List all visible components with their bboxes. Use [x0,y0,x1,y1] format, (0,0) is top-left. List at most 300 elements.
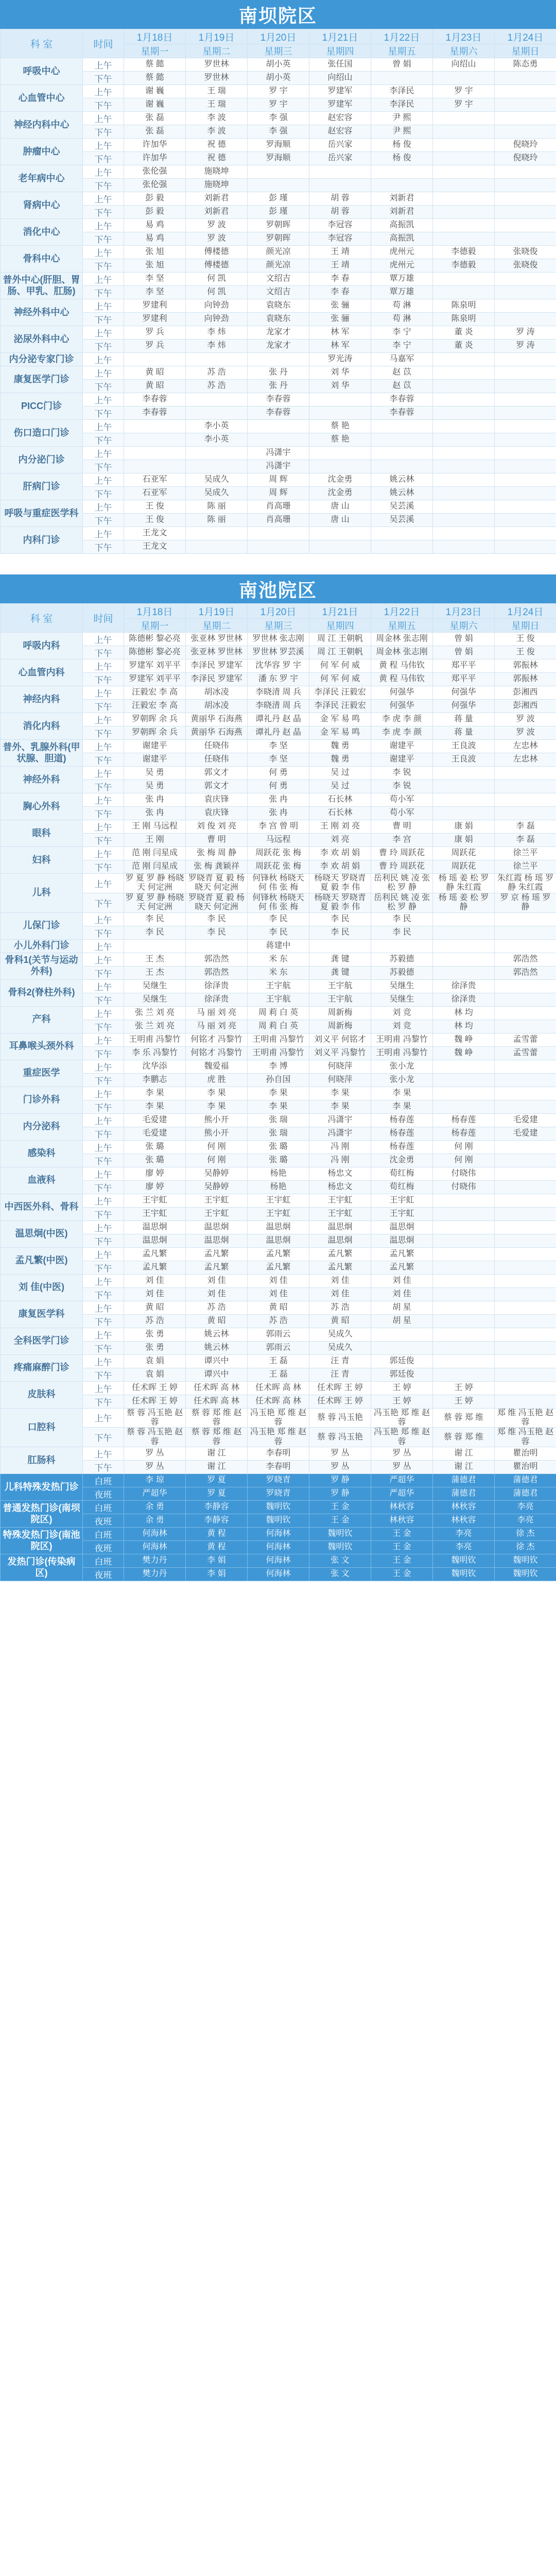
time-slot: 下午 [83,1020,124,1033]
time-slot: 下午 [83,433,124,447]
doctor-cell: 曹 玲 周跃花 [371,860,433,874]
doctor-cell: 杨春莲 [371,1113,433,1127]
doctor-cell: 倪晓玲 [495,152,556,165]
doctor-cell [495,1180,556,1194]
doctor-cell: 张 文 [309,1568,371,1581]
doctor-cell: 王龙文 [124,540,186,554]
time-slot: 夜班 [83,1487,124,1501]
doctor-cell: 吴继生 [371,993,433,1006]
time-slot: 下午 [83,460,124,473]
doctor-cell [495,380,556,393]
time-slot: 下午 [83,646,124,659]
doctor-cell: 金 军 易 鸣 [309,713,371,726]
doctor-cell: 张 璐 [248,1140,309,1154]
doctor-cell [495,447,556,460]
doctor-cell: 苏 浩 [186,366,248,380]
doctor-cell [248,353,309,366]
doctor-cell: 李亮 [495,1514,556,1528]
time-slot: 上午 [83,299,124,313]
doctor-cell: 郭浩然 [186,953,248,966]
doctor-cell: 王 金 [309,1514,371,1528]
doctor-cell: 杨忠文 [309,1180,371,1194]
doctor-cell: 李 娟 [186,1568,248,1581]
time-slot: 上午 [83,659,124,673]
doctor-cell: 谭兴中 [186,1368,248,1381]
doctor-cell: 王良波 [433,740,495,753]
time-slot: 下午 [83,514,124,527]
doctor-cell: 龙家才 [248,340,309,353]
doctor-cell: 胡冰凌 [186,700,248,713]
doctor-cell [433,366,495,380]
doctor-cell: 李春蓉 [124,406,186,420]
time-slot: 下午 [83,1461,124,1474]
time-slot: 上午 [83,633,124,646]
doctor-cell: 李 宫 曾 明 [248,820,309,834]
doctor-cell: 张 冉 [124,807,186,820]
table-row [1,686,556,700]
doctor-cell: 杨 瑶 姜 松 罗 静 朱红霞 [433,874,495,893]
doctor-cell [371,420,433,433]
table-row [1,1006,556,1020]
doctor-cell: 王明甫 冯黎竹 [371,1046,433,1060]
dept-name: 肾病中心 [1,192,83,219]
doctor-cell: 覃万雄 [371,273,433,286]
time-slot: 上午 [83,979,124,993]
doctor-cell: 王宇虹 [371,1207,433,1221]
doctor-cell [433,1287,495,1301]
doctor-cell: 冯 刚 [309,1140,371,1154]
header-weekday: 星期六 [433,44,495,58]
doctor-cell: 王宇虹 [371,1194,433,1207]
doctor-cell [433,380,495,393]
doctor-cell: 彭 瑾 [248,206,309,219]
table-row [1,232,556,246]
doctor-cell [371,1341,433,1354]
doctor-cell: 李春蓉 [124,393,186,406]
doctor-cell: 高振凯 [371,232,433,246]
doctor-cell: 郑平平 [433,673,495,686]
table-row [1,112,556,125]
doctor-cell: 罗 波 [495,713,556,726]
doctor-cell: 孟凡繁 [248,1247,309,1261]
doctor-cell: 罗 夏 罗 静 杨晓天 何定洲 [124,893,186,912]
doctor-cell: 刘 佳 [124,1274,186,1287]
time-slot: 上午 [83,939,124,953]
doctor-cell: 姚云林 [186,1341,248,1354]
table-row [1,487,556,500]
header-date: 1月23日 [433,29,495,44]
header-date: 1月24日 [495,604,556,619]
doctor-cell: 张 兰 刘 亮 [124,1020,186,1033]
doctor-cell: 林秋容 [371,1514,433,1528]
doctor-cell: 罗 夏 [186,1487,248,1501]
doctor-cell: 王 俊 [124,500,186,514]
doctor-cell: 傅楼德 [186,246,248,259]
doctor-cell: 孟凡繁 [186,1261,248,1274]
doctor-cell: 冯潇宇 [309,1127,371,1140]
doctor-cell: 冯玉艳 郑 维 赵 蓉 [371,1428,433,1447]
header-date: 1月22日 [371,604,433,619]
doctor-cell [433,1328,495,1341]
doctor-cell: 李 民 [309,926,371,939]
doctor-cell [309,939,371,953]
doctor-cell: 苟小军 [371,793,433,807]
doctor-cell: 徐泽贵 [433,979,495,993]
doctor-cell: 陈泉明 [433,313,495,326]
dept-name: 内分泌门诊 [1,447,83,473]
doctor-cell [433,1221,495,1234]
doctor-cell: 罗世林 张志刚 [248,633,309,646]
time-slot: 下午 [83,1180,124,1194]
doctor-cell [371,1328,433,1341]
doctor-cell [186,406,248,420]
doctor-cell: 罗 涛 [495,326,556,340]
doctor-cell [495,72,556,85]
table-row [1,500,556,514]
doctor-cell: 岳利民 姚 凌 张 松 罗 静 [371,874,433,893]
doctor-cell: 向绍山 [433,58,495,72]
doctor-cell: 李 欢 胡 娟 [309,847,371,860]
doctor-cell: 刘 佳 [248,1274,309,1287]
header-date: 1月20日 [248,29,309,44]
doctor-cell: 苏 浩 [309,1301,371,1314]
doctor-cell: 杨春莲 [433,1127,495,1140]
doctor-cell: 张 旭 [124,246,186,259]
table-row [1,979,556,993]
doctor-cell: 李 果 [371,1100,433,1113]
doctor-cell: 郭文才 [186,780,248,793]
doctor-cell [495,286,556,299]
doctor-cell [186,447,248,460]
dept-name: 口腔科 [1,1408,83,1447]
doctor-cell: 何海林 [248,1528,309,1541]
dept-name: 神经内科 [1,686,83,713]
doctor-cell: 李 民 [124,926,186,939]
doctor-cell: 苏毅德 [371,966,433,979]
table-row [1,953,556,966]
doctor-cell: 易 鸡 [124,219,186,232]
doctor-cell: 蔡 懿 [124,58,186,72]
doctor-cell: 赵宏容 [309,125,371,139]
doctor-cell [186,527,248,540]
dept-name: 骨科中心 [1,246,83,273]
doctor-cell [309,527,371,540]
doctor-cell [495,366,556,380]
doctor-cell [433,1354,495,1368]
table-row [1,874,556,893]
dept-name: 内分泌科 [1,1113,83,1140]
doctor-cell: 何 凯 [186,273,248,286]
doctor-cell: 郭振林 [495,659,556,673]
table-row [1,380,556,393]
time-slot: 上午 [83,847,124,860]
doctor-cell: 张 璐 [124,1140,186,1154]
doctor-cell: 彭湘西 [495,686,556,700]
doctor-cell: 左忠林 [495,753,556,767]
doctor-cell: 苏 浩 [248,1314,309,1328]
doctor-cell: 袁 娟 [124,1354,186,1368]
doctor-cell [309,393,371,406]
doctor-cell: 吴芸溪 [371,514,433,527]
doctor-cell: 任术晖 王 婷 [124,1381,186,1395]
time-slot: 下午 [83,1261,124,1274]
doctor-cell: 陈 丽 [186,500,248,514]
doctor-cell: 王宇虹 [186,1207,248,1221]
doctor-cell: 龚 键 [309,966,371,979]
doctor-cell: 黄 昭 [124,366,186,380]
doctor-cell: 胡 蓉 [309,192,371,206]
time-slot: 白班 [83,1474,124,1487]
dept-name: 妇科 [1,847,83,874]
doctor-cell: 张亚林 罗世林 [186,646,248,659]
doctor-cell: 张 瑞 [248,1113,309,1127]
table-row [1,1461,556,1474]
table-row [1,1474,556,1487]
doctor-cell: 王明甫 冯黎竹 [124,1033,186,1046]
doctor-cell: 付晓伟 [433,1180,495,1194]
table-row [1,1301,556,1314]
doctor-cell: 何强华 [371,686,433,700]
doctor-cell: 何 刚 [433,1140,495,1154]
header-weekday: 星期一 [124,619,186,633]
doctor-cell: 蒋 量 [433,713,495,726]
section-gap [0,554,556,574]
table-row [1,1447,556,1461]
doctor-cell: 孙自国 [248,1073,309,1087]
doctor-cell: 蒋 量 [433,726,495,740]
doctor-cell: 张伦强 [124,179,186,192]
header-time: 时间 [83,29,124,58]
doctor-cell [495,1368,556,1381]
dept-name: 儿保门诊 [1,912,83,939]
doctor-cell: 施晓坤 [186,165,248,179]
doctor-cell: 赵宏容 [309,112,371,125]
doctor-cell: 刘义平 何铭才 [309,1033,371,1046]
doctor-cell [495,273,556,286]
table-row [1,1314,556,1328]
doctor-cell: 张 梅 龚颖祥 [186,860,248,874]
doctor-cell [248,433,309,447]
time-slot: 下午 [83,152,124,165]
doctor-cell: 杨晓天 罗晓青 夏 毅 李 伟 [309,874,371,893]
doctor-cell [495,1154,556,1167]
doctor-cell: 曾 娟 [433,633,495,646]
doctor-cell: 王良波 [433,753,495,767]
time-slot: 下午 [83,673,124,686]
doctor-cell: 魏 峥 [433,1046,495,1060]
doctor-cell: 王 靖 [309,259,371,273]
doctor-cell: 温思炯 [309,1234,371,1247]
doctor-cell: 熊小开 [186,1127,248,1140]
doctor-cell: 黄丽华 石海燕 [186,726,248,740]
doctor-cell [495,912,556,926]
doctor-cell: 李 锐 [371,780,433,793]
doctor-cell: 王 杰 [124,966,186,979]
doctor-cell: 曹 明 [186,834,248,847]
doctor-cell: 李泽民 汪毅宏 [309,686,371,700]
doctor-cell: 黄 昭 [124,380,186,393]
doctor-cell [495,232,556,246]
doctor-cell: 罗 涛 [495,340,556,353]
doctor-cell [495,1328,556,1341]
time-slot: 上午 [83,1447,124,1461]
time-slot: 白班 [83,1554,124,1568]
doctor-cell: 罗朝晖 余 兵 [124,726,186,740]
doctor-cell: 李亮 [433,1541,495,1554]
time-slot: 上午 [83,165,124,179]
doctor-cell [495,767,556,780]
doctor-cell: 吴 过 [309,767,371,780]
doctor-cell [186,460,248,473]
doctor-cell: 罗建军 刘平平 [124,673,186,686]
doctor-cell: 林秋容 [433,1501,495,1514]
doctor-cell: 罗 波 [186,232,248,246]
doctor-cell: 王宇虹 [124,1207,186,1221]
doctor-cell: 罗海顺 [248,152,309,165]
doctor-cell: 郭振林 [495,673,556,686]
doctor-cell: 王 杰 [124,953,186,966]
doctor-cell: 胡冰凌 [186,686,248,700]
doctor-cell: 何 勇 [248,767,309,780]
time-slot: 夜班 [83,1541,124,1554]
doctor-cell [124,420,186,433]
time-slot: 下午 [83,1314,124,1328]
doctor-cell: 何 凯 [186,286,248,299]
doctor-cell: 何 军 何 威 [309,659,371,673]
doctor-cell: 马 丽 刘 亮 [186,1006,248,1020]
doctor-cell [433,966,495,979]
doctor-cell: 李 娟 [186,1554,248,1568]
doctor-cell [309,406,371,420]
doctor-cell: 王 金 [371,1568,433,1581]
time-slot: 下午 [83,1127,124,1140]
table-row [1,966,556,979]
table-row [1,326,556,340]
doctor-cell: 王 婷 [433,1381,495,1395]
time-slot: 下午 [83,1046,124,1060]
doctor-cell: 魏爱福 [186,1060,248,1073]
doctor-cell: 王 刚 [124,834,186,847]
doctor-cell: 任术晖 高 林 [248,1395,309,1408]
time-slot: 上午 [83,58,124,72]
doctor-cell: 魏 峥 [433,1033,495,1046]
doctor-cell: 吴芸溪 [371,500,433,514]
doctor-cell: 郭文才 [186,767,248,780]
time-slot: 上午 [83,1087,124,1100]
doctor-cell: 周跃花 [433,860,495,874]
doctor-cell: 姚云林 [186,1328,248,1341]
table-row [1,406,556,420]
doctor-cell: 罗 夏 罗 静 杨晓天 何定洲 [124,874,186,893]
doctor-cell [495,1341,556,1354]
time-slot: 白班 [83,1501,124,1514]
doctor-cell: 李 民 [248,912,309,926]
dept-name: 消化中心 [1,219,83,246]
doctor-cell: 曾 娟 [371,58,433,72]
doctor-cell: 罗世林 [186,58,248,72]
doctor-cell: 刘 佳 [309,1287,371,1301]
doctor-cell [495,926,556,939]
dept-name: 神经外科中心 [1,299,83,326]
doctor-cell: 王宇航 [248,993,309,1006]
doctor-cell: 金 军 易 鸣 [309,726,371,740]
doctor-cell: 荀红梅 [371,1167,433,1180]
doctor-cell: 蒋建中 [248,939,309,953]
doctor-cell: 余 勇 [124,1501,186,1514]
doctor-cell [186,393,248,406]
doctor-cell: 何锋秋 杨晓天 何 伟 张 梅 [248,893,309,912]
dept-name: 刘 佳(中医) [1,1274,83,1301]
table-row [1,939,556,953]
table-row [1,700,556,713]
header-date: 1月19日 [186,29,248,44]
doctor-cell: 王 刚 刘 亮 [309,820,371,834]
doctor-cell: 虎 胜 [186,1073,248,1087]
doctor-cell: 苟 淋 [371,313,433,326]
time-slot: 下午 [83,1287,124,1301]
doctor-cell: 何 刚 [433,1154,495,1167]
dept-name: 呼吸内科 [1,633,83,659]
doctor-cell: 杨春莲 [371,1140,433,1154]
time-slot: 上午 [83,192,124,206]
doctor-cell [495,393,556,406]
doctor-cell: 胡 蓉 [309,206,371,219]
doctor-cell: 徐泽贵 [186,993,248,1006]
header-weekday: 星期二 [186,619,248,633]
table-row [1,1395,556,1408]
doctor-cell: 何铭才 冯黎竹 [186,1046,248,1060]
doctor-cell [495,1301,556,1314]
doctor-cell: 张亚林 罗世林 [186,633,248,646]
doctor-cell: 刘 竞 [371,1020,433,1033]
doctor-cell: 刘 佳 [371,1274,433,1287]
dept-name: 心血管中心 [1,85,83,112]
doctor-cell: 王龙文 [124,527,186,540]
doctor-cell: 李静容 [186,1514,248,1528]
table-row [1,179,556,192]
doctor-cell: 任术晖 高 林 [186,1381,248,1395]
time-slot: 下午 [83,179,124,192]
table-row [1,1140,556,1154]
doctor-cell: 严超华 [371,1474,433,1487]
doctor-cell: 袁庆锋 [186,793,248,807]
doctor-cell: 刘 佳 [309,1274,371,1287]
doctor-cell: 谢 巍 [124,98,186,112]
time-slot: 夜班 [83,1568,124,1581]
doctor-cell: 魏明钦 [495,1554,556,1568]
table-row [1,366,556,380]
time-slot: 下午 [83,726,124,740]
doctor-cell [433,953,495,966]
doctor-cell: 罗 兵 [124,340,186,353]
doctor-cell [433,807,495,820]
header-date: 1月18日 [124,604,186,619]
table-row [1,139,556,152]
dept-name: 重症医学 [1,1060,83,1087]
doctor-cell: 樊力丹 [124,1554,186,1568]
doctor-cell [433,1073,495,1087]
dept-name: 肝病门诊 [1,473,83,500]
header-dept: 科 室 [1,604,83,633]
doctor-cell: 高振凯 [371,219,433,232]
doctor-cell [248,540,309,554]
doctor-cell [495,1354,556,1368]
time-slot: 下午 [83,893,124,912]
doctor-cell [433,1274,495,1287]
doctor-cell: 范 刚 闫星成 [124,847,186,860]
doctor-cell: 虎州元 [371,259,433,273]
time-slot: 下午 [83,259,124,273]
